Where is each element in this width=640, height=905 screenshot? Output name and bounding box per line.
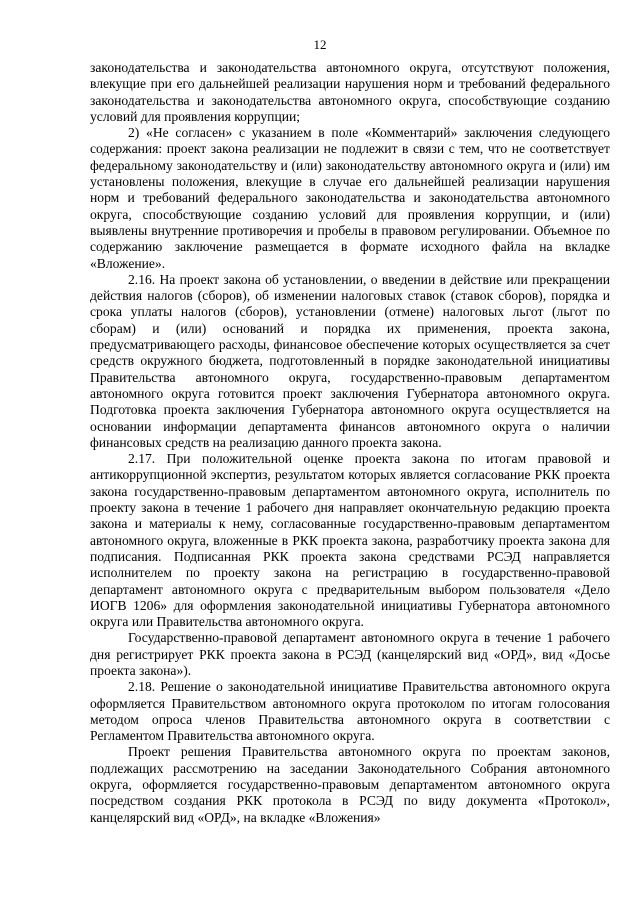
document-body: [90, 60, 610, 826]
paragraph: 2.17. При положительной оценке проекта закона по итогам правовой и антикоррупционной экспертиз, результатом которых является согласование РКК проекта закона государственно-правовым департаментом автономного округа, исполнитель по проекту закона в течение 1 рабочего дня направляет окончательную редакцию проекта закона и материалы к нему, согласованные государственно-правовым департаментом автономного округа, вложенные в РКК проекта закона, разработчику проекта закона для подписания. Подписанная РКК проекта закона средствами РСЭД направляется исполнителем по проекту закона на регистрацию в государственно-правовой департамент автономного округа с предварительным выбором пользователя «Дело ИОГВ 1206» для оформления законодательной инициативы Губернатора автономного округа или Правительства автономного округа.: [90, 451, 610, 630]
paragraph: 2.18. Решение о законодательной инициативе Правительства автономного округа оформляется Правительством автономного округа протоколом по итогам голосования методом опроса членов Правительства автономного округа в соответствии с Регламентом Правительства автономного округа.: [90, 679, 610, 744]
paragraph: 2.16. На проект закона об установлении, о введении в действие или прекращении действия налогов (сборов), об изменении налоговых ставок (ставок сборов), порядка и срока уплаты налогов (сборов), установлении (отмене) налоговых льгот (льгот по сборам) и (или) оснований и порядка их применения, проекта закона, предусматривающего расходы, финансовое обеспечение которых осуществляется за счет средств окружного бюджета, подготовленный в порядке законодательной инициативы Правительства автономного округа, государственно-правовым департаментом автономного округа готовится проект заключения Губернатора автономного округа. Подготовка проекта заключения Губернатора автономного округа осуществляется на основании информации департамента финансов автономного округа о наличии финансовых средств на реализацию данного проекта закона.: [90, 271, 610, 450]
paragraph: Государственно-правовой департамент автономного округа в течение 1 рабочего дня регистрирует РКК проекта закона в РСЭД (канцелярский вид «ОРД», вид «Досье проекта закона»).: [90, 630, 610, 678]
paragraph: Проект решения Правительства автономного округа по проектам законов, подлежащих рассмотрению на заседании Законодательного Собрания автономного округа, оформляется государственно-правовым департаментом автономного округа посредством создания РКК протокола в РСЭД по виду документа «Протокол», канцелярский вид «ОРД», на вкладке «Вложения»: [90, 744, 610, 825]
paragraph: законодательства и законодательства автономного округа, отсутствуют положения, влекущие при его дальнейшей реализации нарушения норм и требований федерального законодательства и законодательства автономного округа, способствующие созданию условий для проявления коррупции;: [90, 60, 610, 124]
paragraph: 2) «Не согласен» с указанием в поле «Комментарий» заключения следующего содержания: проект закона реализации не подлежит в связи с тем, что не соответствует федеральному законодательству и (или) законодательству автономного округа и (или) им установлены положения, влекущие в случае его дальнейшей реализации нарушения норм и требований федерального законодательства и законодательства автономного округа, способствующие созданию условий для проявления коррупции, и (или) выявлены внутренние противоречия и пробелы в правовом регулировании. Объемное по содержанию заключение размещается в формате исходного файла на вкладке «Вложение».: [90, 125, 610, 271]
page-number: 12: [313, 37, 327, 52]
